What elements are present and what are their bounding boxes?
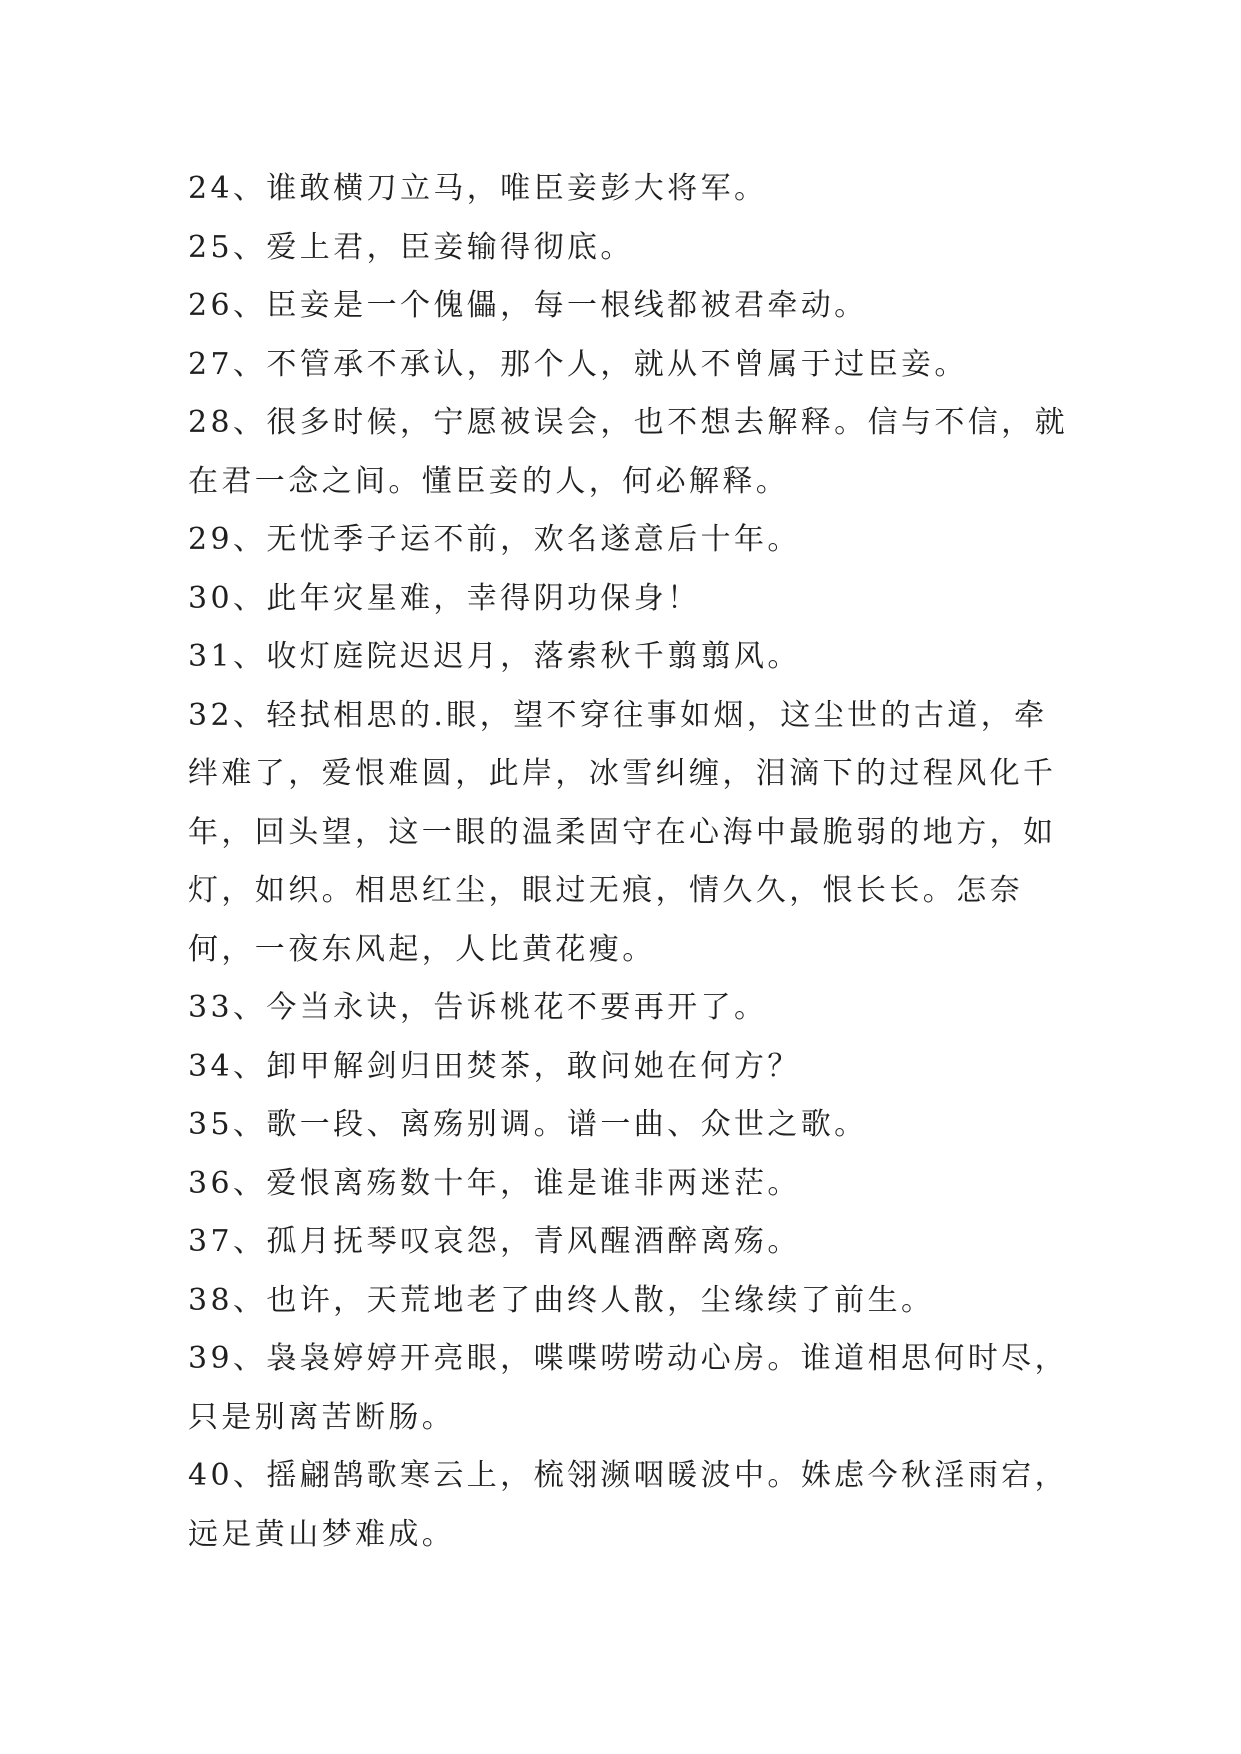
list-item: 26、臣妾是一个傀儡，每一根线都被君牵动。 (188, 288, 868, 323)
list-item: 25、爱上君，臣妾输得彻底。 (188, 229, 634, 265)
list-item: 35、歌一段、离殇别调。谱一曲、众世之歌。 (188, 1107, 868, 1142)
list-item: 34、卸甲解剑归田焚茶，敢问她在何方？ (188, 1048, 801, 1084)
document-body (188, 160, 1068, 1564)
list-item: 24、谁敢横刀立马，唯臣妾彭大将军。 (188, 171, 768, 206)
list-item: 28、很多时候，宁愿被误会，也不想去解释。信与不信，就在君一念之间。懂臣妾的人，何必解释。 (188, 405, 1068, 499)
list-item: 37、孤月抚琴叹哀怨，青风醒酒醉离殇。 (188, 1224, 801, 1259)
list-item: 36、爱恨离殇数十年，谁是谁非两迷茫。 (188, 1165, 801, 1201)
list-item: 39、袅袅婷婷开亮眼，喋喋唠唠动心房。谁道相思何时尽，只是别离苦断肠。 (188, 1341, 1068, 1435)
list-item: 29、无忧季子运不前，欢名遂意后十年。 (188, 522, 801, 557)
list-item: 27、不管承不承认，那个人，就从不曾属于过臣妾。 (188, 346, 968, 382)
list-item: 30、此年灾星难，幸得阴功保身！ (188, 580, 701, 616)
list-item: 40、摇翩鹄歌寒云上，梳翎濒咽暖波中。姝虑今秋淫雨宕，远足黄山梦难成。 (188, 1458, 1068, 1552)
list-item: 31、收灯庭院迟迟月，落索秋千翦翦风。 (188, 639, 801, 674)
list-item: 33、今当永诀，告诉桃花不要再开了。 (188, 990, 768, 1025)
list-item: 38、也许，天荒地老了曲终人散，尘缘续了前生。 (188, 1282, 935, 1318)
list-item: 32、轻拭相思的.眼，望不穿往事如烟，这尘世的古道，牵绊难了，爱恨难圆，此岸，冰雪纠缠，泪滴下的过程风化千年，回头望，这一眼的温柔固守在心海中最脆弱的地方，如灯，如织。相思红尘，眼过无痕，情久久，恨长长。怎奈何，一夜东风起，人比黄花瘦。 (188, 697, 1057, 967)
